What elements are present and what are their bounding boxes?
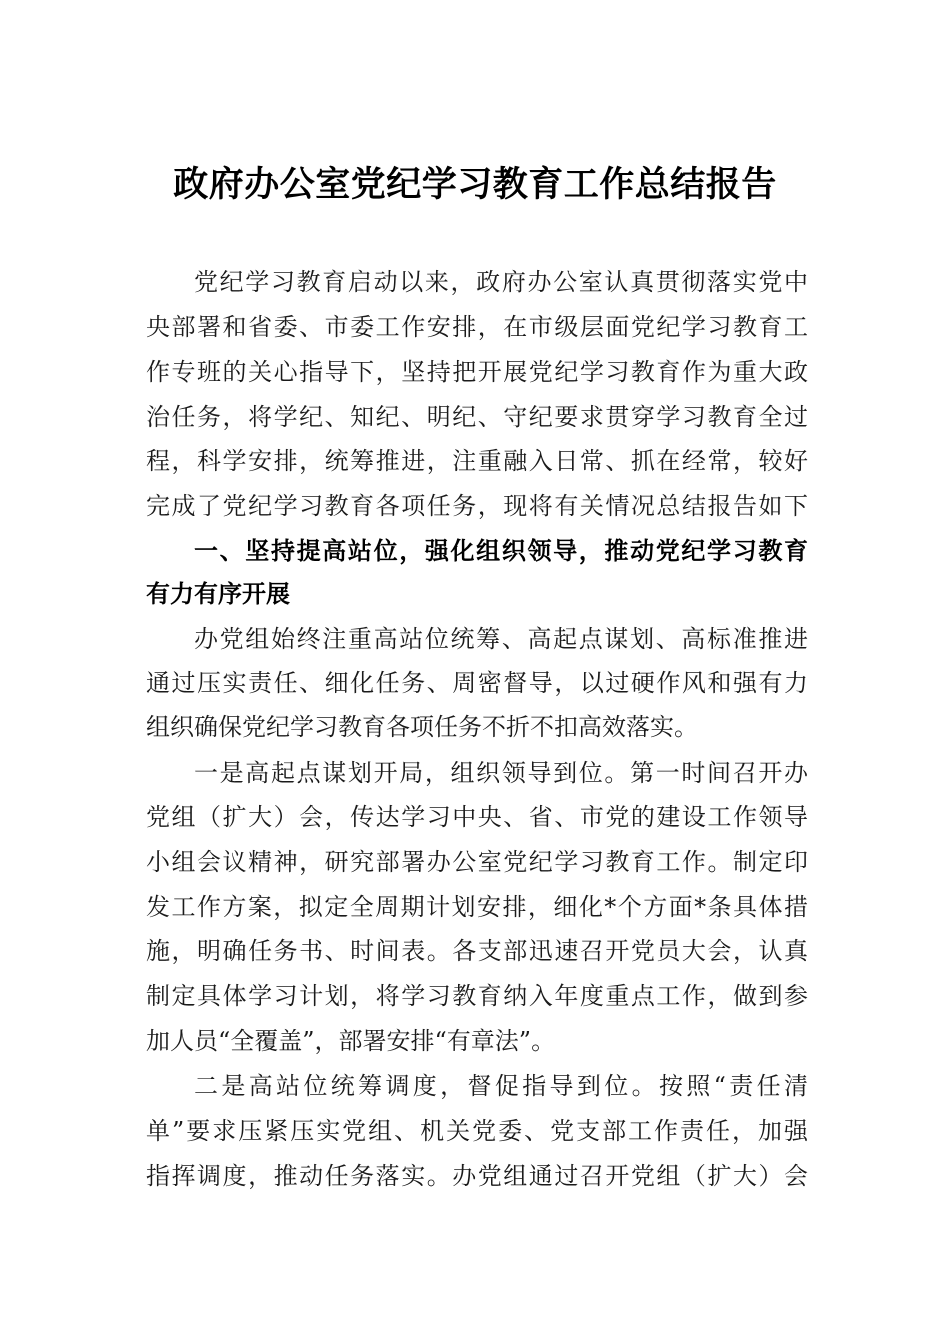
point1-line-5: 施，明确任务书、时间表。各支部迅速召开党员大会，认真 <box>146 937 808 965</box>
intro-line-4: 治任务，将学纪、知纪、明纪、守纪要求贯穿学习教育全过 <box>146 403 808 431</box>
intro-line-5: 程，科学安排，统筹推进，注重融入日常、抓在经常，较好 <box>146 447 808 475</box>
section1-para-line-2: 通过压实责任、细化任务、周密督导，以过硬作风和强有力 <box>146 669 808 697</box>
point1-line-6: 制定具体学习计划，将学习教育纳入年度重点工作，做到参 <box>146 982 808 1010</box>
section1-heading-line-1: 一、坚持提高站位，强化组织领导，推动党纪学习教育 <box>194 537 808 565</box>
intro-line-1: 党纪学习教育启动以来，政府办公室认真贯彻落实党中 <box>194 268 808 296</box>
intro-line-3: 作专班的关心指导下，坚持把开展党纪学习教育作为重大政 <box>146 358 808 386</box>
point1-line-2: 党组（扩大）会，传达学习中央、省、市党的建设工作领导 <box>146 803 808 831</box>
document-title: 政府办公室党纪学习教育工作总结报告 <box>173 164 777 205</box>
point1-line-4: 发工作方案，拟定全周期计划安排，细化*个方面*条具体措 <box>146 893 808 921</box>
section1-heading-line-2: 有力有序开展 <box>146 580 290 608</box>
point1-line-1: 一是高起点谋划开局，组织领导到位。第一时间召开办 <box>194 759 808 787</box>
section1-para-line-1: 办党组始终注重高站位统筹、高起点谋划、高标准推进 <box>194 625 808 653</box>
section1-para-line-3: 组织确保党纪学习教育各项任务不折不扣高效落实。 <box>146 713 698 741</box>
intro-line-2: 央部署和省委、市委工作安排，在市级层面党纪学习教育工 <box>146 313 808 341</box>
intro-line-6: 完成了党纪学习教育各项任务，现将有关情况总结报告如下 <box>146 492 808 520</box>
point1-line-7: 加人员“全覆盖”，部署安排“有章法”。 <box>146 1027 556 1055</box>
point2-line-2: 单”要求压紧压实党组、机关党委、党支部工作责任，加强 <box>146 1117 808 1145</box>
point2-line-1: 二是高站位统筹调度，督促指导到位。按照“责任清 <box>194 1072 808 1100</box>
point2-line-3: 指挥调度，推动任务落实。办党组通过召开党组（扩大）会 <box>146 1162 808 1190</box>
point1-line-3: 小组会议精神，研究部署办公室党纪学习教育工作。制定印 <box>146 848 808 876</box>
